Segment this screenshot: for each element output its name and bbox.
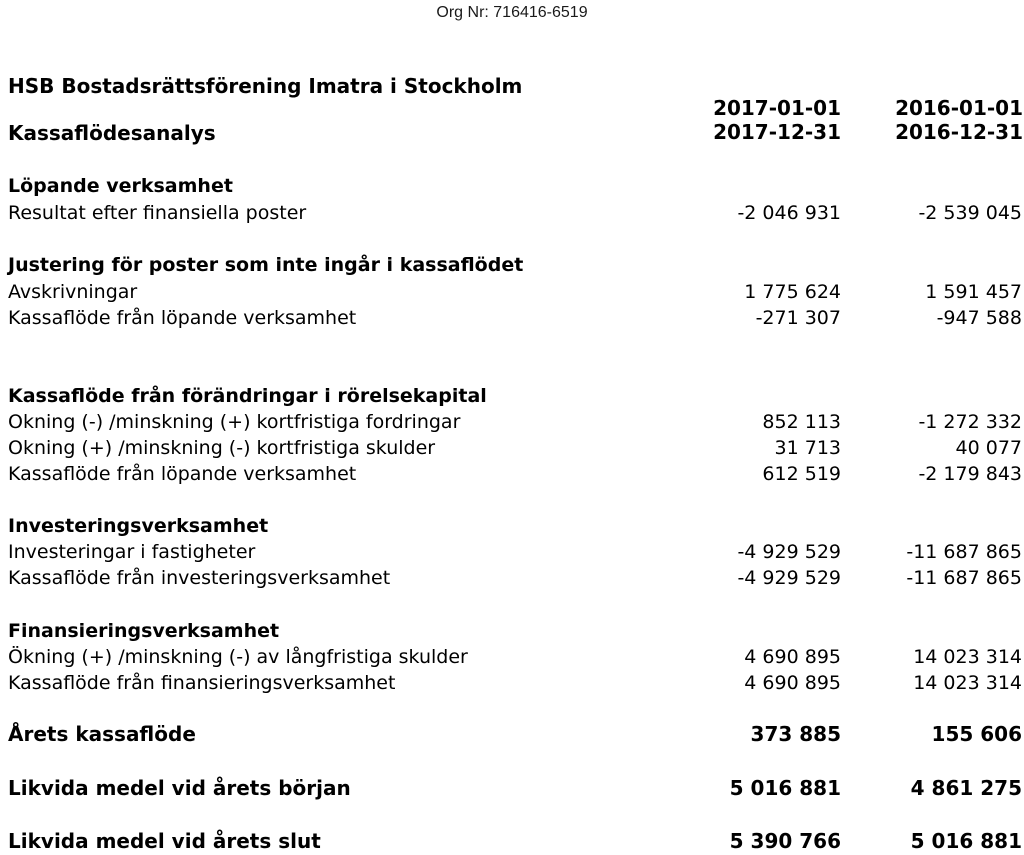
org-number: Org Nr: 716416-6519 (436, 4, 588, 21)
value-2016: 40 077 (955, 437, 1022, 459)
value-2017: -271 307 (755, 307, 841, 329)
period-current-start: 2017-01-01 (713, 96, 841, 120)
table-row (0, 829, 1024, 855)
row-label: Likvida medel vid årets slut (8, 829, 321, 853)
value-2017: 852 113 (762, 411, 841, 433)
row-label: Kassaflöde från finansieringsverksamhet (8, 672, 396, 694)
value-2016: -947 588 (936, 307, 1022, 329)
table-row (0, 567, 1024, 593)
table-row (0, 385, 1024, 411)
table-row (0, 776, 1024, 802)
row-label: Avskrivningar (8, 281, 138, 303)
table-row (0, 722, 1024, 748)
table-row (0, 541, 1024, 567)
value-2017: 31 713 (774, 437, 841, 459)
table-row (0, 463, 1024, 489)
value-2017: -4 929 529 (737, 541, 841, 563)
value-2016: -1 272 332 (918, 411, 1022, 433)
period-current-header (713, 96, 841, 144)
value-2017: 5 390 766 (729, 829, 841, 853)
period-previous-start: 2016-01-01 (895, 96, 1023, 120)
period-current-end: 2017-12-31 (713, 120, 841, 144)
table-row (0, 620, 1024, 646)
value-2017: 4 690 895 (744, 646, 841, 668)
value-2016: -11 687 865 (906, 541, 1022, 563)
row-label: Investeringar i fastigheter (8, 541, 256, 563)
period-previous-end: 2016-12-31 (895, 120, 1023, 144)
period-previous-header (895, 96, 1023, 144)
table-row (0, 175, 1024, 201)
row-label: Kassaflöde från löpande verksamhet (8, 307, 357, 329)
row-label: Finansieringsverksamhet (8, 620, 280, 642)
row-label: Kassaflöde från förändringar i rörelsekapital (8, 385, 487, 407)
table-row (0, 437, 1024, 463)
row-label: Årets kassaflöde (8, 722, 196, 746)
row-label: Okning (-) /minskning (+) kortfristiga fordringar (8, 411, 461, 433)
value-2016: 14 023 314 (913, 646, 1022, 668)
table-row (0, 646, 1024, 672)
row-label: Resultat efter finansiella poster (8, 202, 307, 224)
value-2016: -2 539 045 (918, 202, 1022, 224)
value-2016: 4 861 275 (910, 776, 1022, 800)
row-label: Kassaflöde från löpande verksamhet (8, 463, 357, 485)
value-2016: -11 687 865 (906, 567, 1022, 589)
row-label: Kassaflöde från investeringsverksamhet (8, 567, 391, 589)
table-row (0, 281, 1024, 307)
value-2016: 1 591 457 (925, 281, 1022, 303)
table-row (0, 254, 1024, 280)
value-2016: 155 606 (931, 722, 1022, 746)
row-label: Löpande verksamhet (8, 175, 233, 197)
value-2017: -2 046 931 (737, 202, 841, 224)
row-label: Ökning (+) /minskning (-) av långfristiga skulder (8, 646, 468, 668)
table-row (0, 672, 1024, 698)
statement-title: Kassaflödesanalys (8, 121, 216, 145)
value-2017: 1 775 624 (744, 281, 841, 303)
value-2016: -2 179 843 (918, 463, 1022, 485)
value-2016: 14 023 314 (913, 672, 1022, 694)
table-row (0, 515, 1024, 541)
row-label: Justering för poster som inte ingår i kassaflödet (8, 254, 524, 276)
value-2017: -4 929 529 (737, 567, 841, 589)
row-label: Okning (+) /minskning (-) kortfristiga skulder (8, 437, 436, 459)
document-title: HSB Bostadsrättsförening Imatra i Stockholm (8, 74, 523, 98)
table-row (0, 307, 1024, 333)
row-label: Likvida medel vid årets början (8, 776, 351, 800)
value-2017: 612 519 (762, 463, 841, 485)
row-label: Investeringsverksamhet (8, 515, 269, 537)
value-2016: 5 016 881 (910, 829, 1022, 853)
table-row (0, 202, 1024, 228)
value-2017: 4 690 895 (744, 672, 841, 694)
value-2017: 5 016 881 (729, 776, 841, 800)
value-2017: 373 885 (750, 722, 841, 746)
table-row (0, 411, 1024, 437)
